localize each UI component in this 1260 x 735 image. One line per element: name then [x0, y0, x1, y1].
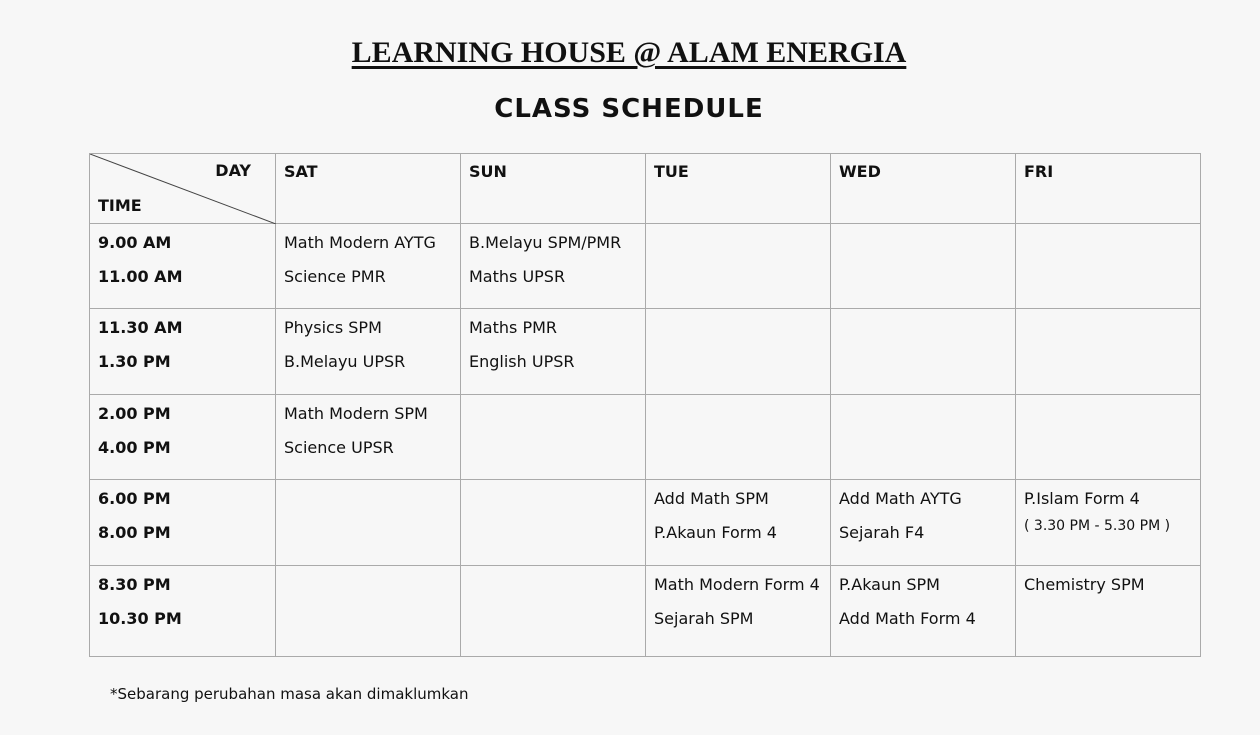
table-row: [90, 395, 1201, 480]
time-slot-cell: 6.00 PM 8.00 PM: [90, 480, 276, 566]
class-cell: Physics SPM B.Melayu UPSR: [276, 309, 461, 395]
day-header-sun: SUN: [461, 154, 646, 224]
class-cell: Chemistry SPM: [1016, 566, 1201, 657]
class-cell: [646, 309, 831, 395]
table-row: [90, 309, 1201, 395]
day-axis-label: DAY: [215, 161, 251, 180]
class-cell: [276, 480, 461, 566]
time-slot-cell: 9.00 AM 11.00 AM: [90, 224, 276, 309]
class-cell: [646, 395, 831, 480]
class-cell: Math Modern AYTG Science PMR: [276, 224, 461, 309]
footnote: *Sebarang perubahan masa akan dimaklumkan: [110, 685, 469, 703]
class-cell: [646, 224, 831, 309]
class-cell: [1016, 224, 1201, 309]
time-slot-cell: 8.30 PM 10.30 PM: [90, 566, 276, 657]
class-cell: [461, 480, 646, 566]
time-slot-cell: 2.00 PM 4.00 PM: [90, 395, 276, 480]
page-title: LEARNING HOUSE @ ALAM ENERGIA: [351, 36, 907, 69]
class-cell: [1016, 309, 1201, 395]
class-cell: Maths PMR English UPSR: [461, 309, 646, 395]
time-range-note: ( 3.30 PM - 5.30 PM ): [1024, 518, 1171, 534]
class-cell: Math Modern Form 4 Sejarah SPM: [646, 566, 831, 657]
table-row: [90, 566, 1201, 657]
class-cell: Add Math AYTG Sejarah F4: [831, 480, 1016, 566]
schedule-subtitle: CLASS SCHEDULE: [494, 94, 764, 124]
day-header-tue: TUE: [646, 154, 831, 224]
class-cell: [461, 395, 646, 480]
class-schedule-table: [89, 153, 1201, 657]
class-cell: [831, 309, 1016, 395]
class-cell: B.Melayu SPM/PMR Maths UPSR: [461, 224, 646, 309]
class-cell: [831, 224, 1016, 309]
table-row: [90, 224, 1201, 309]
class-cell: P.Akaun SPM Add Math Form 4: [831, 566, 1016, 657]
class-cell: [831, 395, 1016, 480]
time-slot-cell: 11.30 AM 1.30 PM: [90, 309, 276, 395]
class-cell: [461, 566, 646, 657]
class-cell: Add Math SPM P.Akaun Form 4: [646, 480, 831, 566]
class-cell: Math Modern SPM Science UPSR: [276, 395, 461, 480]
corner-header-cell: [90, 154, 276, 224]
day-header-fri: FRI: [1016, 154, 1201, 224]
day-header-sat: SAT: [276, 154, 461, 224]
day-header-wed: WED: [831, 154, 1016, 224]
header-row: [90, 154, 1201, 224]
class-cell: [1016, 395, 1201, 480]
class-cell: P.Islam Form 4 ( 3.30 PM - 5.30 PM ): [1016, 480, 1201, 566]
time-axis-label: TIME: [98, 196, 142, 215]
table-row: [90, 480, 1201, 566]
class-cell: [276, 566, 461, 657]
